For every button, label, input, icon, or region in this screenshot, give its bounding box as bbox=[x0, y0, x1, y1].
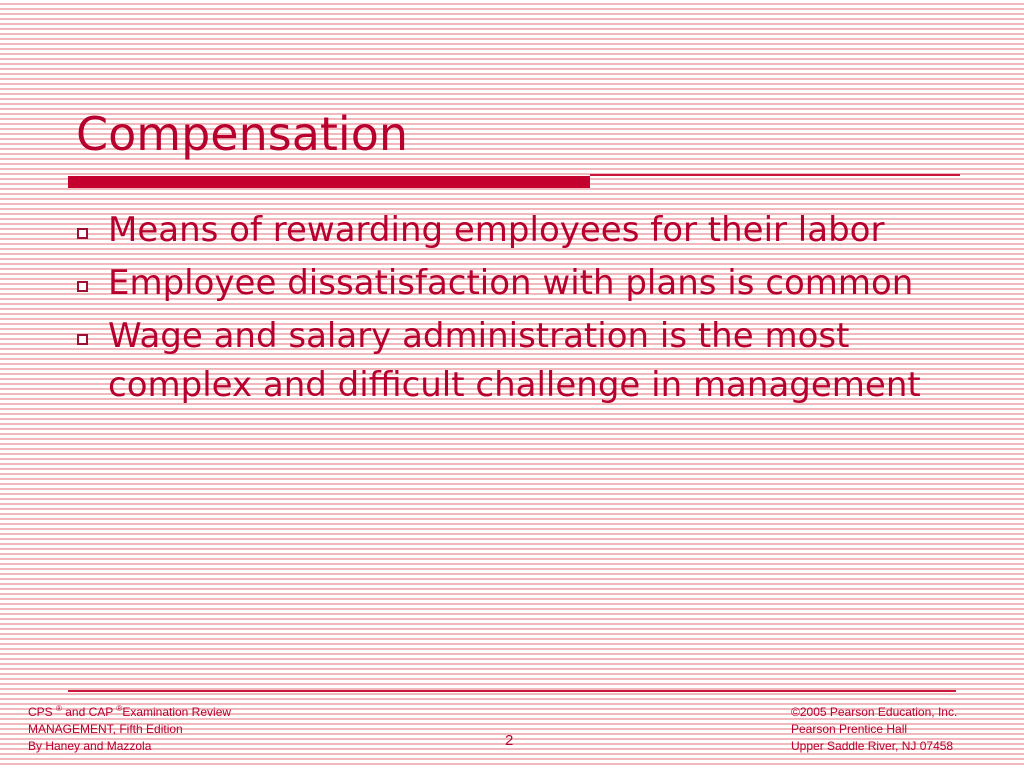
square-bullet-icon bbox=[77, 334, 88, 345]
footer-right-line-3: Upper Saddle River, NJ 07458 bbox=[791, 739, 954, 753]
footer-left-line-2: MANAGEMENT, Fifth Edition bbox=[28, 722, 183, 736]
footer-left-credits bbox=[28, 704, 231, 755]
slide-title: Compensation bbox=[76, 107, 408, 161]
footer-left-line-3: By Haney and Mazzola bbox=[28, 739, 152, 753]
bullet-text: Means of rewarding employees for their labor bbox=[108, 210, 885, 250]
title-underline-thin bbox=[590, 174, 960, 176]
bullet-list bbox=[76, 206, 936, 414]
footer-left-line-1: CPS ® and CAP ®Examination Review bbox=[28, 704, 232, 719]
footer-right-line-2: Pearson Prentice Hall bbox=[791, 722, 908, 736]
bullet-text: Employee dissatisfaction with plans is common bbox=[108, 263, 914, 303]
bullet-item bbox=[76, 206, 936, 255]
bullet-item bbox=[76, 312, 936, 410]
bullet-text: Wage and salary administration is the most complex and difficult challenge in management bbox=[108, 316, 921, 405]
registered-mark: ® bbox=[116, 704, 123, 713]
footer-right-line-1: ©2005 Pearson Education, Inc. bbox=[791, 705, 958, 719]
page-number: 2 bbox=[505, 732, 514, 749]
square-bullet-icon bbox=[77, 281, 88, 292]
bullet-item bbox=[76, 259, 936, 308]
footer-right-copyright bbox=[791, 704, 957, 755]
title-underline-thick bbox=[68, 176, 590, 188]
square-bullet-icon bbox=[77, 228, 88, 239]
footer-divider bbox=[68, 690, 956, 692]
registered-mark: ® bbox=[56, 704, 62, 713]
